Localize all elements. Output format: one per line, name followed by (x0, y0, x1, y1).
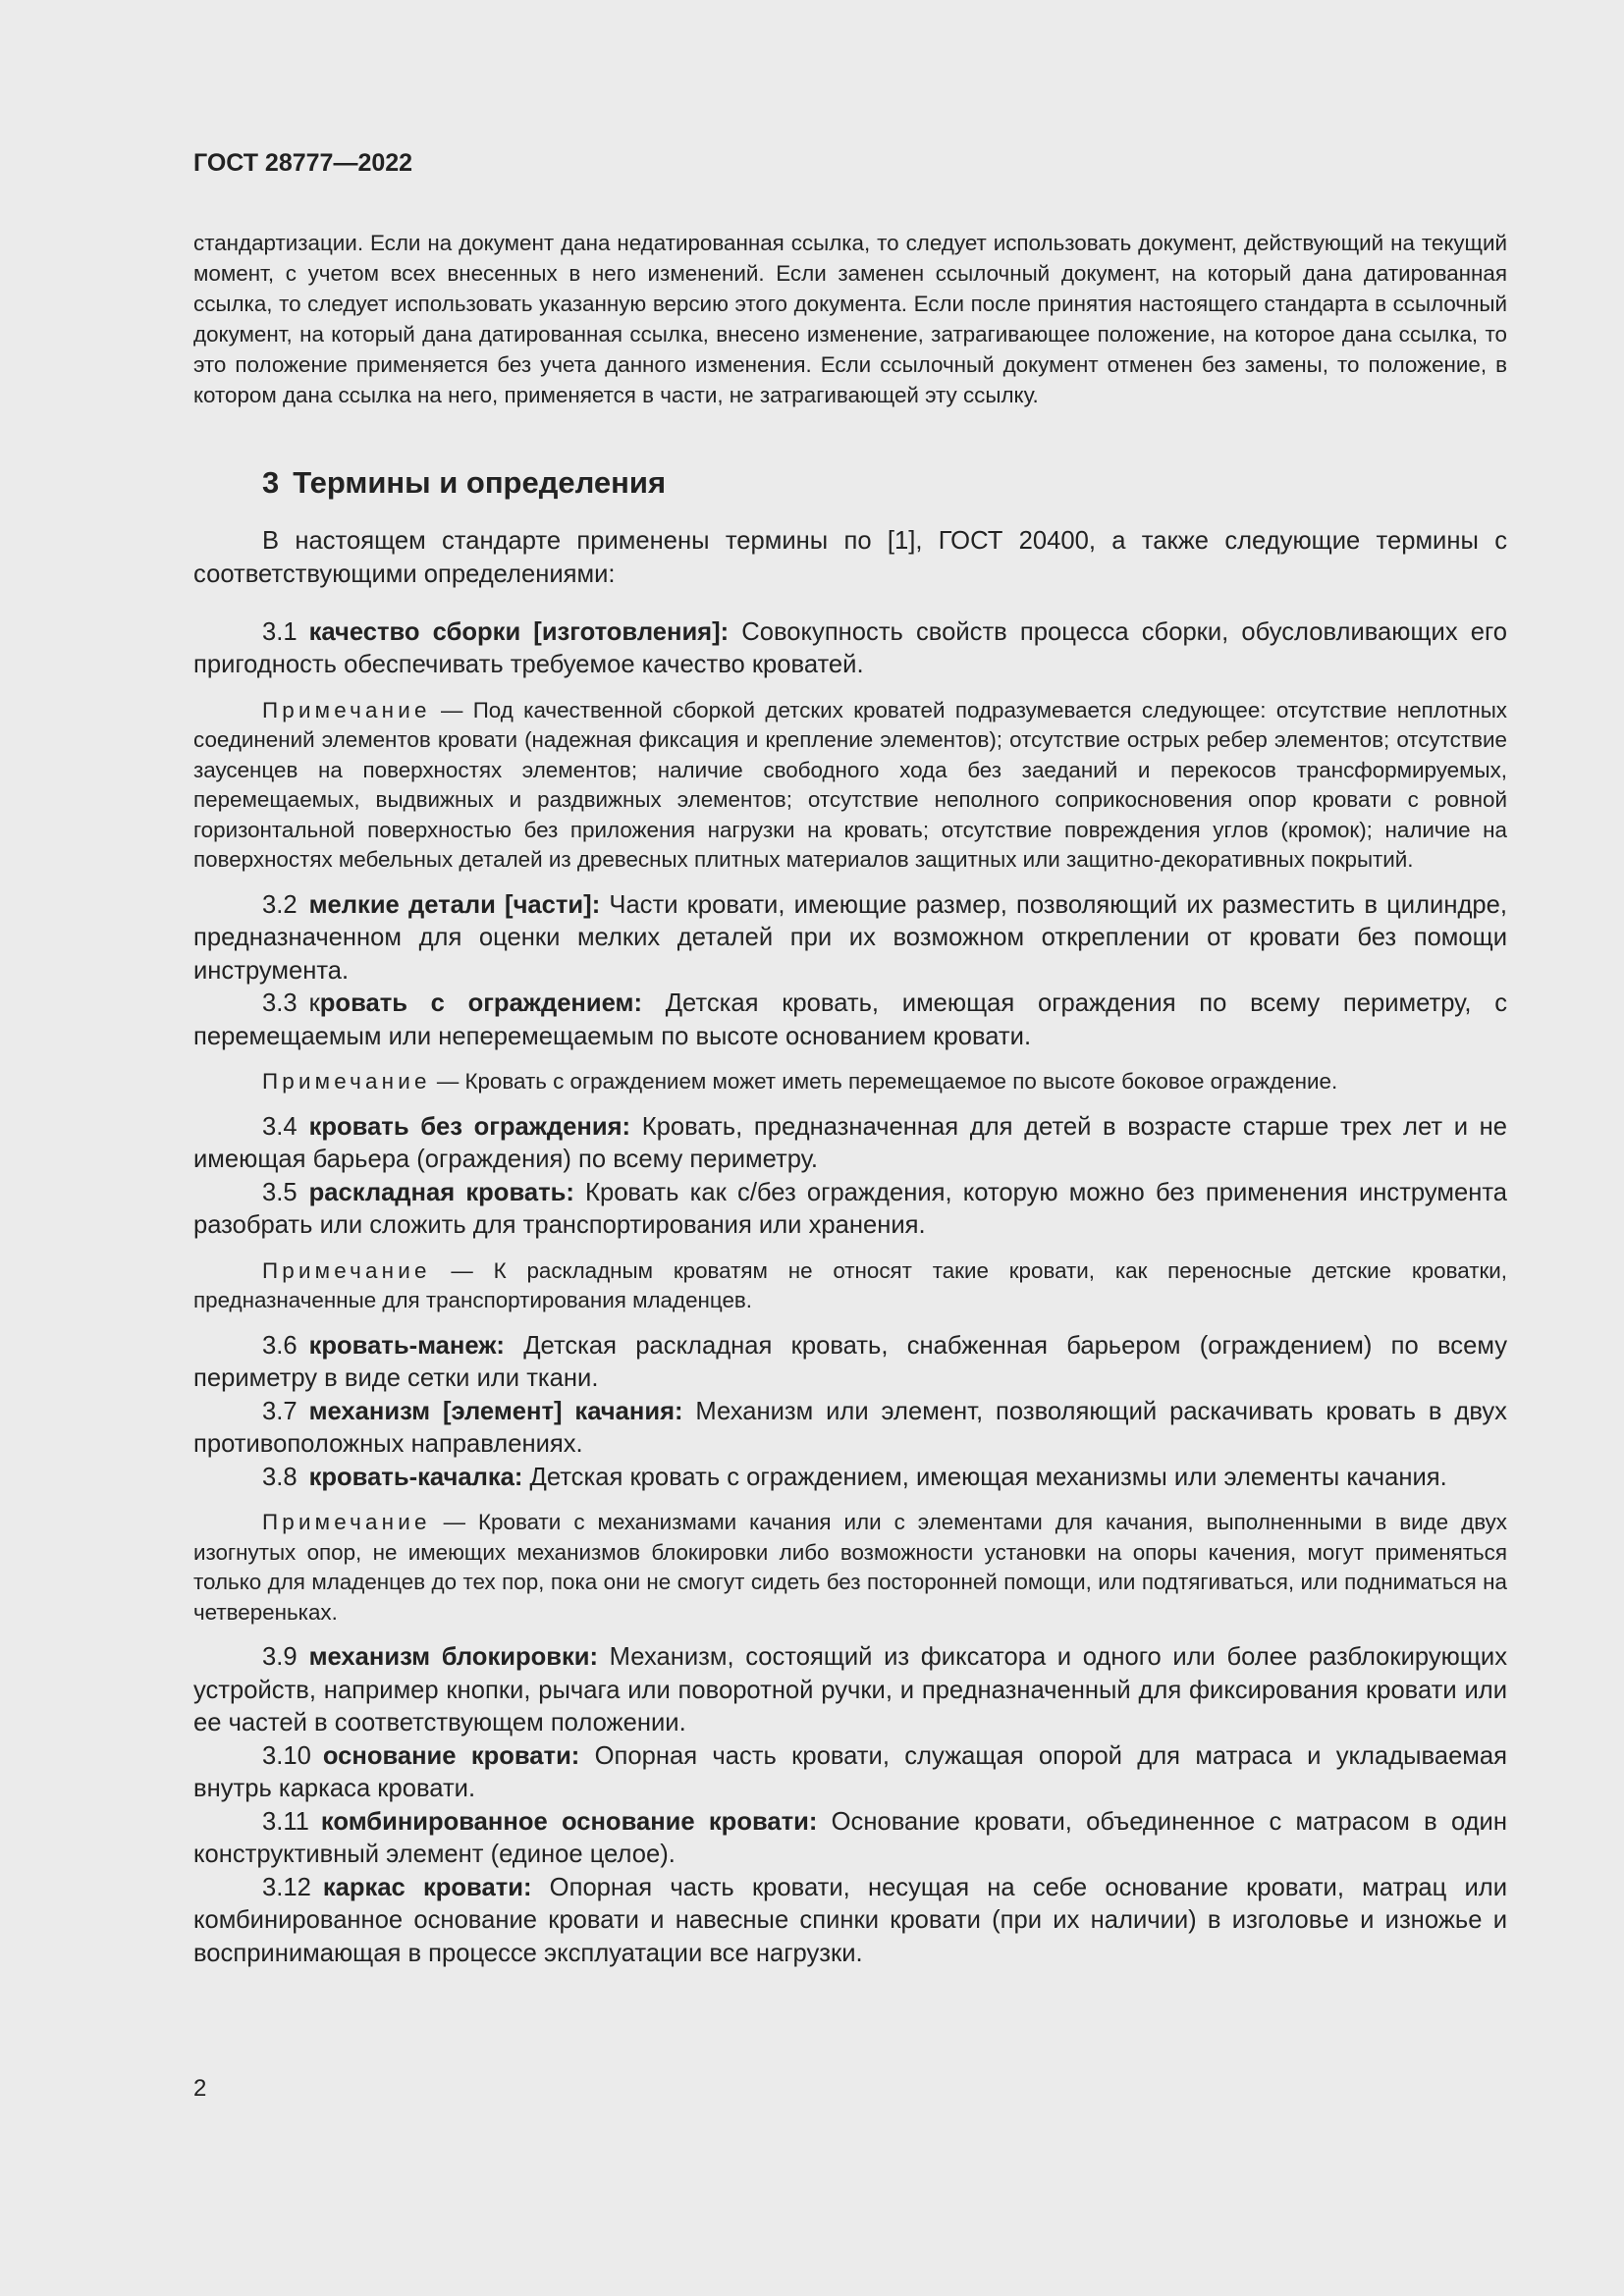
term-name: мелкие детали [части]: (308, 890, 601, 919)
term-number: 3.3 (262, 989, 298, 1018)
term-definition: Опорная часть кровати, несущая на себе основание кровати, матрац или комбинированное основание кровати и навесные спинки кровати (при их наличии) в изголовье и изножье и воспринимающая в процессе эксплуатации все нагрузки. (193, 1873, 1507, 1967)
term-number: 3.4 (262, 1112, 298, 1141)
term-name: механизм [элемент] качания: (308, 1397, 683, 1425)
note-label: Примечание (262, 1069, 431, 1095)
term-name: каркас кровати: (322, 1873, 532, 1901)
term-number: 3.1 (262, 617, 298, 646)
term-paragraph (193, 988, 1507, 1053)
term-paragraph (193, 1111, 1507, 1177)
term-name: качество сборки [изготовления]: (308, 617, 730, 646)
document-page (193, 147, 1507, 1970)
note-text: — К раскладным кроватям не относят такие кровати, как переносные детские кроватки, предназначенные для транспортирования младенцев. (193, 1257, 1507, 1313)
document-header: ГОСТ 28777—2022 (193, 149, 413, 177)
note-label: Примечание (262, 1257, 431, 1283)
note-label: Примечание (262, 1510, 431, 1535)
term-number: 3.10 (262, 1741, 311, 1770)
note-paragraph (193, 1508, 1507, 1628)
note-text: — Кровать с ограждением может иметь перемещаемое по высоте боковое ограждение. (430, 1069, 1338, 1095)
term-definition: Механизм, состоящий из фиксатора и одного или более разблокирующих устройств, например кнопки, рычага или поворотной ручки, и предназначенный для фиксирования кровати или ее частей в соответствующем положении. (193, 1643, 1507, 1737)
term-prefix: к (308, 989, 320, 1018)
term-number: 3.9 (262, 1643, 298, 1672)
section-number: 3 (262, 465, 280, 500)
term-paragraph (193, 616, 1507, 682)
section-title-text: Термины и определения (293, 465, 667, 500)
term-number: 3.12 (262, 1873, 311, 1901)
note-label: Примечание (262, 697, 431, 722)
section-title (193, 463, 1507, 503)
term-definition: Части кровати, имеющие размер, позволяющий их разместить в цилиндре, предназначенном для оценки мелких деталей при их возможном откреплении от кровати без помощи инструмента. (193, 890, 1507, 985)
term-paragraph (193, 1806, 1507, 1872)
term-definition: Детская раскладная кровать, снабженная барьером (ограждением) по всему периметру в виде сетки или ткани. (193, 1331, 1507, 1393)
term-name: кровать-манеж: (308, 1331, 505, 1360)
term-number: 3.2 (262, 890, 298, 919)
term-number: 3.7 (262, 1397, 298, 1425)
term-number: 3.8 (262, 1463, 298, 1491)
term-name: кровать без ограждения: (308, 1112, 631, 1141)
term-paragraph (193, 1462, 1507, 1495)
term-paragraph (193, 889, 1507, 988)
note-text: — Кровати с механизмами качания или с элементами для качания, выполненными в виде двух изогнутых опор, не имеющих механизмов блокировки либо возможности установки на опоры качения, могут применяться только для младенцев до тех пор, пока они не смогут сидеть без посторонней помощи, или подтягиваться, или подниматься на четвереньках. (193, 1510, 1507, 1625)
page-number: 2 (193, 2075, 207, 2102)
term-paragraph (193, 1872, 1507, 1971)
term-name: кровать-качалка: (308, 1463, 523, 1491)
term-number: 3.5 (262, 1178, 298, 1206)
term-number: 3.6 (262, 1331, 298, 1360)
note-text: — Под качественной сборкой детских кроватей подразумевается следующее: отсутствие неплотных соединений элементов кровати (надежная фиксация и крепление элементов); отсутствие острых ребер элементов; отсутствие заусенцев на поверхностях элементов; наличие свободного хода без заеданий и перекосов трансформируемых, перемещаемых, выдвижных и раздвижных элементов; отсутствие неполного соприкосновения опор кровати с ровной горизонтальной поверхностью без приложения нагрузки на кровать; отсутствие повреждения углов (кромок); наличие на поверхностях мебельных деталей из древесных плитных материалов защитных или защитно-декоративных покрытий. (193, 697, 1507, 873)
intro-paragraph: стандартизации. Если на документ дана недатированная ссылка, то следует использовать документ, действующий на текущий момент, с учетом всех внесенных в него изменений. Если заменен ссылочный документ, на который дана датированная ссылка, то следует использовать указанную версию этого документа. Если после принятия настоящего стандарта в ссылочный документ, на который дана датированная ссылка, внесено изменение, затрагивающее положение, на которое дана ссылка, то это положение применяется без учета данного изменения. Если ссылочный документ отменен без замены, то положение, в котором дана ссылка на него, применяется в части, не затрагивающей эту ссылку. (193, 231, 1507, 407)
note-paragraph (193, 696, 1507, 876)
term-paragraph (193, 1330, 1507, 1396)
term-name: комбинированное основание кровати: (320, 1807, 818, 1836)
term-paragraph (193, 1641, 1507, 1740)
term-definition: Детская кровать с ограждением, имеющая механизмы или элементы качания. (522, 1463, 1447, 1491)
term-name: механизм блокировки: (308, 1643, 599, 1672)
term-paragraph (193, 1177, 1507, 1243)
term-paragraph (193, 1396, 1507, 1462)
term-definition: Опорная часть кровати, служащая опорой для матраса и укладываемая внутрь каркаса кровати. (193, 1741, 1507, 1803)
term-definition: Совокупность свойств процесса сборки, обусловливающих его пригодность обеспечивать требуемое качество кроватей. (193, 617, 1507, 679)
term-name: основание кровати: (322, 1741, 580, 1770)
term-definition: Кровать как с/без ограждения, которую можно без применения инструмента разобрать или сложить для транспортирования или хранения. (193, 1178, 1507, 1240)
term-name: раскладная кровать: (308, 1178, 574, 1206)
term-definition: Механизм или элемент, позволяющий раскачивать кровать в двух противоположных направлениях. (193, 1397, 1507, 1459)
section-lead: В настоящем стандарте применены термины по [1], ГОСТ 20400, а также следующие термины с соответствующими определениями: (193, 527, 1507, 588)
term-definition: Кровать, предназначенная для детей в возрасте старше трех лет и не имеющая барьера (ограждения) по всему периметру. (193, 1112, 1507, 1174)
note-paragraph (193, 1256, 1507, 1316)
term-definition: Детская кровать, имеющая ограждения по всему периметру, с перемещаемым или неперемещаемым по высоте основанием кровати. (193, 989, 1508, 1050)
term-paragraph (193, 1740, 1507, 1806)
note-paragraph (193, 1067, 1507, 1097)
term-definition: Основание кровати, объединенное с матрасом в один конструктивный элемент (единое целое). (193, 1807, 1507, 1869)
term-name: ровать с ограждением: (319, 989, 642, 1018)
term-number: 3.11 (262, 1807, 309, 1836)
